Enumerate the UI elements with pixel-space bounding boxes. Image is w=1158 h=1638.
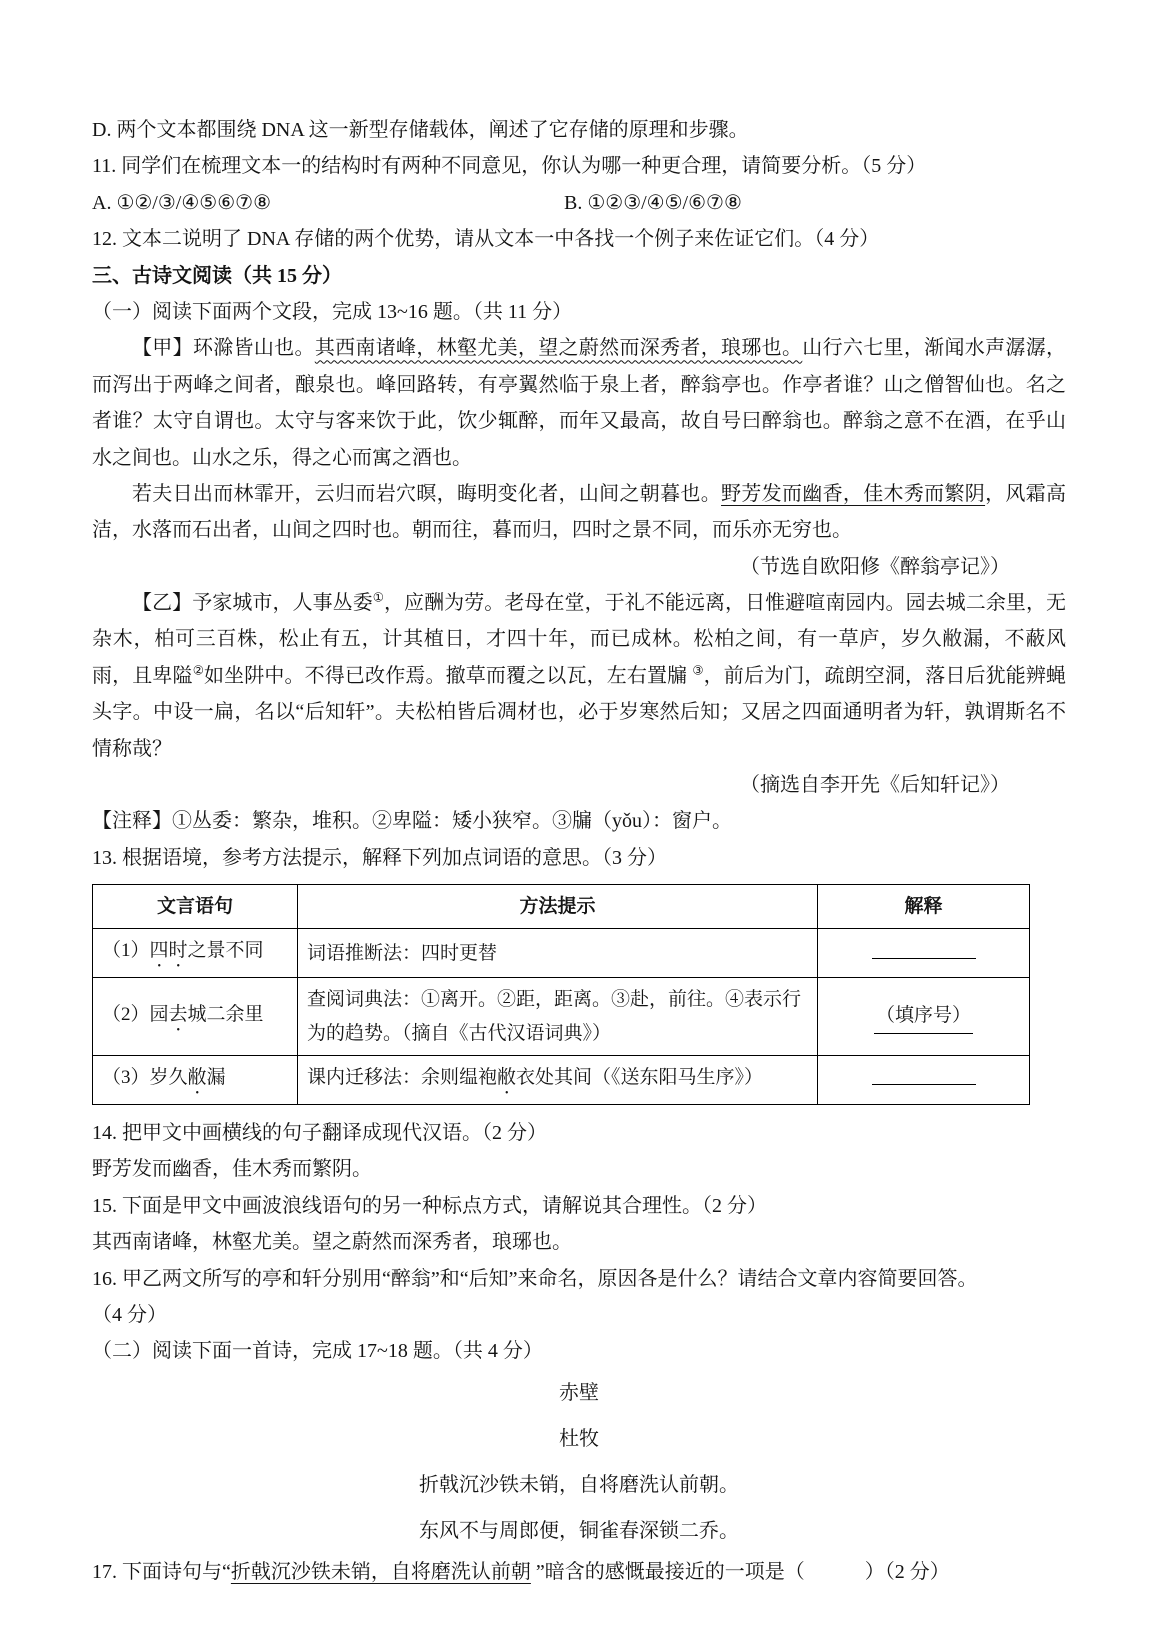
note-ref-3: ③ (692, 663, 704, 678)
phrase-cell (93, 978, 298, 1056)
passage-jia-paragraph-2 (92, 476, 1066, 549)
passage-yi (92, 585, 1066, 767)
answer-blank-line (872, 940, 976, 959)
question-15-stem: 15. 下面是甲文中画波浪线语句的另一种标点方式，请解说其合理性。（2 分） (92, 1194, 767, 1217)
option-a: A. ①②/③/④⑤⑥⑦⑧ (92, 191, 271, 214)
yi-segment-1: 予家城市，人事丛委 (192, 592, 373, 615)
part-one-intro: （一）阅读下面两个文段，完成 13~16 题。（共 11 分） (92, 300, 573, 323)
phrase-post: 城二余里 (187, 1003, 264, 1025)
q17-quoted-verse: 折戟沉沙铁未销，自将磨洗认前朝 (230, 1560, 531, 1583)
note-ref-1: ① (372, 590, 384, 605)
phrase-cell (93, 929, 298, 978)
phrase-dotted-word: 敝 (187, 1066, 207, 1088)
method-cell: 词语推断法：四时更替 (298, 929, 818, 978)
phrase-pre: （3）岁久 (102, 1066, 188, 1088)
note-ref-2: ② (192, 663, 204, 678)
phrase-dotted-word: 去 (168, 1003, 188, 1025)
column-header-method: 方法提示 (298, 885, 818, 929)
table-row (93, 978, 1030, 1056)
answer-blank-line (872, 1066, 976, 1085)
question-14-stem: 14. 把甲文中画横线的句子翻译成现代汉语。（2 分） (92, 1121, 547, 1144)
table-row (93, 929, 1030, 978)
phrase-post: 漏 (206, 1066, 226, 1088)
answer-hint-text: （填序号） (874, 999, 973, 1034)
question-16-points: （4 分） (92, 1303, 167, 1326)
method-pre: 课内迁移法：余则缊袍 (307, 1066, 498, 1088)
poem-title: 赤壁 (559, 1381, 599, 1404)
phrase-pre: （1） (102, 940, 150, 962)
question-11-options (92, 185, 1066, 221)
table-row (93, 1055, 1030, 1104)
phrase-cell (93, 1055, 298, 1104)
option-b: B. ①②③/④⑤/⑥⑦⑧ (564, 191, 742, 214)
yi-segment-3: 如坐阱中。不得已改作焉。撤草而覆之以瓦，左右置牖 (203, 664, 693, 687)
poem-author: 杜牧 (559, 1427, 599, 1450)
jia-p2-body: ，风霜高洁，水落而石出者，山间之四时也。朝而往，暮而归，四时之景不同，而乐亦无穷也。 (92, 482, 1067, 542)
method-cell: 查阅词典法：①离开。②距，距离。③赴，前往。④表示行为的趋势。（摘自《古代汉语词典》） (298, 978, 818, 1056)
poem-line-2: 东风不与周郎便，铜雀春深锁二乔。 (419, 1519, 739, 1542)
jia-p1-wavy-underlined-text: 其西南诸峰，林壑尤美，望之蔚然而深秀者，琅琊也。 (314, 337, 803, 360)
jia-source-attribution: （节选自欧阳修《醉翁亭记》） (740, 555, 1010, 578)
yi-segment-4: ，前后为门，疏朗空洞，落日后犹能辨蝇头字。中设一扁，名以“后知轩”。夫松柏皆后凋材也，必于岁寒然后知；又居之四面通明者为轩，孰谓斯名不情称哉？ (92, 664, 1067, 760)
method-post: 衣处其间（《送东阳马生序》） (516, 1066, 764, 1088)
question-13-table (92, 884, 1030, 1105)
column-header-phrase: 文言语句 (93, 885, 298, 929)
yi-label: 【乙】 (132, 592, 193, 615)
phrase-dotted-word: 四时 (149, 940, 188, 962)
yi-segment-2: ，应酬为劳。老母在堂，于礼不能远离，日惟避喧南园内。园去城二余里，无杂木，柏可三百株，松止有五，计其植日，才四十年，而已成林。松柏之间，有一草庐，岁久敝漏，不蔽风雨，且卑隘 (92, 592, 1067, 687)
jia-p2-underlined-text: 野芳发而幽香，佳木秀而繁阴 (721, 482, 986, 505)
poem (92, 1370, 1066, 1554)
notes-line: 【注释】①丛委：繁杂，堆积。②卑隘：矮小狭窄。③牖（yǒu）：窗户。 (92, 810, 732, 833)
answer-cell (818, 1055, 1030, 1104)
section-three-title: 三、古诗文阅读（共 15 分） (92, 264, 342, 287)
question-14-sentence: 野芳发而幽香，佳木秀而繁阴。 (92, 1158, 372, 1181)
q17-post: ”暗含的感慨最接近的一项是（ ）（2 分） (530, 1560, 950, 1583)
yi-source-attribution: （摘选自李开先《后知轩记》） (740, 774, 1010, 797)
jia-p1-body: 山行六七里，渐闻水声潺潺，而泻出于两峰之间者，酿泉也。峰回路转，有亭翼然临于泉上者，醉翁亭也。作亭者谁？山之僧智仙也。名之者谁？太守自谓也。太守与客来饮于此，饮少辄醉，而年又最高，故自号曰醉翁也。醉翁之意不在酒，在乎山水之间也。山水之乐，得之心而寓之酒也。 (92, 337, 1067, 469)
method-dotted-word: 敝 (497, 1066, 517, 1088)
phrase-post: 之景不同 (187, 940, 264, 962)
poem-line-1: 折戟沉沙铁未销，自将磨洗认前朝。 (419, 1473, 739, 1496)
method-cell (298, 1055, 818, 1104)
option-d-line: D. 两个文本都围绕 DNA 这一新型存储载体，阐述了它存储的原理和步骤。 (92, 119, 749, 141)
question-15-sentence: 其西南诸峰，林壑尤美。望之蔚然而深秀者，琅琊也。 (92, 1231, 572, 1254)
jia-p2-opening: 若夫日出而林霏开，云归而岩穴暝，晦明变化者，山间之朝暮也。 (132, 482, 722, 505)
jia-label: 【甲】 (132, 337, 193, 360)
question-16-stem: 16. 甲乙两文所写的亭和轩分别用“醉翁”和“后知”来命名，原因各是什么？请结合文章内容简要回答。 (92, 1267, 978, 1290)
table-header-row (93, 885, 1030, 929)
question-13-stem: 13. 根据语境，参考方法提示，解释下列加点词语的意思。（3 分） (92, 846, 667, 869)
answer-cell (818, 929, 1030, 978)
question-17-stem (92, 1554, 1066, 1590)
q17-pre: 17. 下面诗句与“ (92, 1560, 231, 1583)
question-12-stem: 12. 文本二说明了 DNA 存储的两个优势，请从文本一中各找一个例子来佐证它们。（4 分） (92, 228, 880, 251)
question-11-stem: 11. 同学们在梳理文本一的结构时有两种不同意见，你认为哪一种更合理，请简要分析。（5 分） (92, 155, 927, 178)
answer-cell (818, 978, 1030, 1056)
phrase-pre: （2）园 (102, 1003, 169, 1025)
column-header-answer: 解释 (818, 885, 1030, 929)
part-two-intro: （二）阅读下面一首诗，完成 17~18 题。（共 4 分） (92, 1340, 543, 1363)
jia-p1-opening: 环滁皆山也。 (192, 337, 315, 360)
passage-jia-paragraph-1 (92, 330, 1066, 476)
